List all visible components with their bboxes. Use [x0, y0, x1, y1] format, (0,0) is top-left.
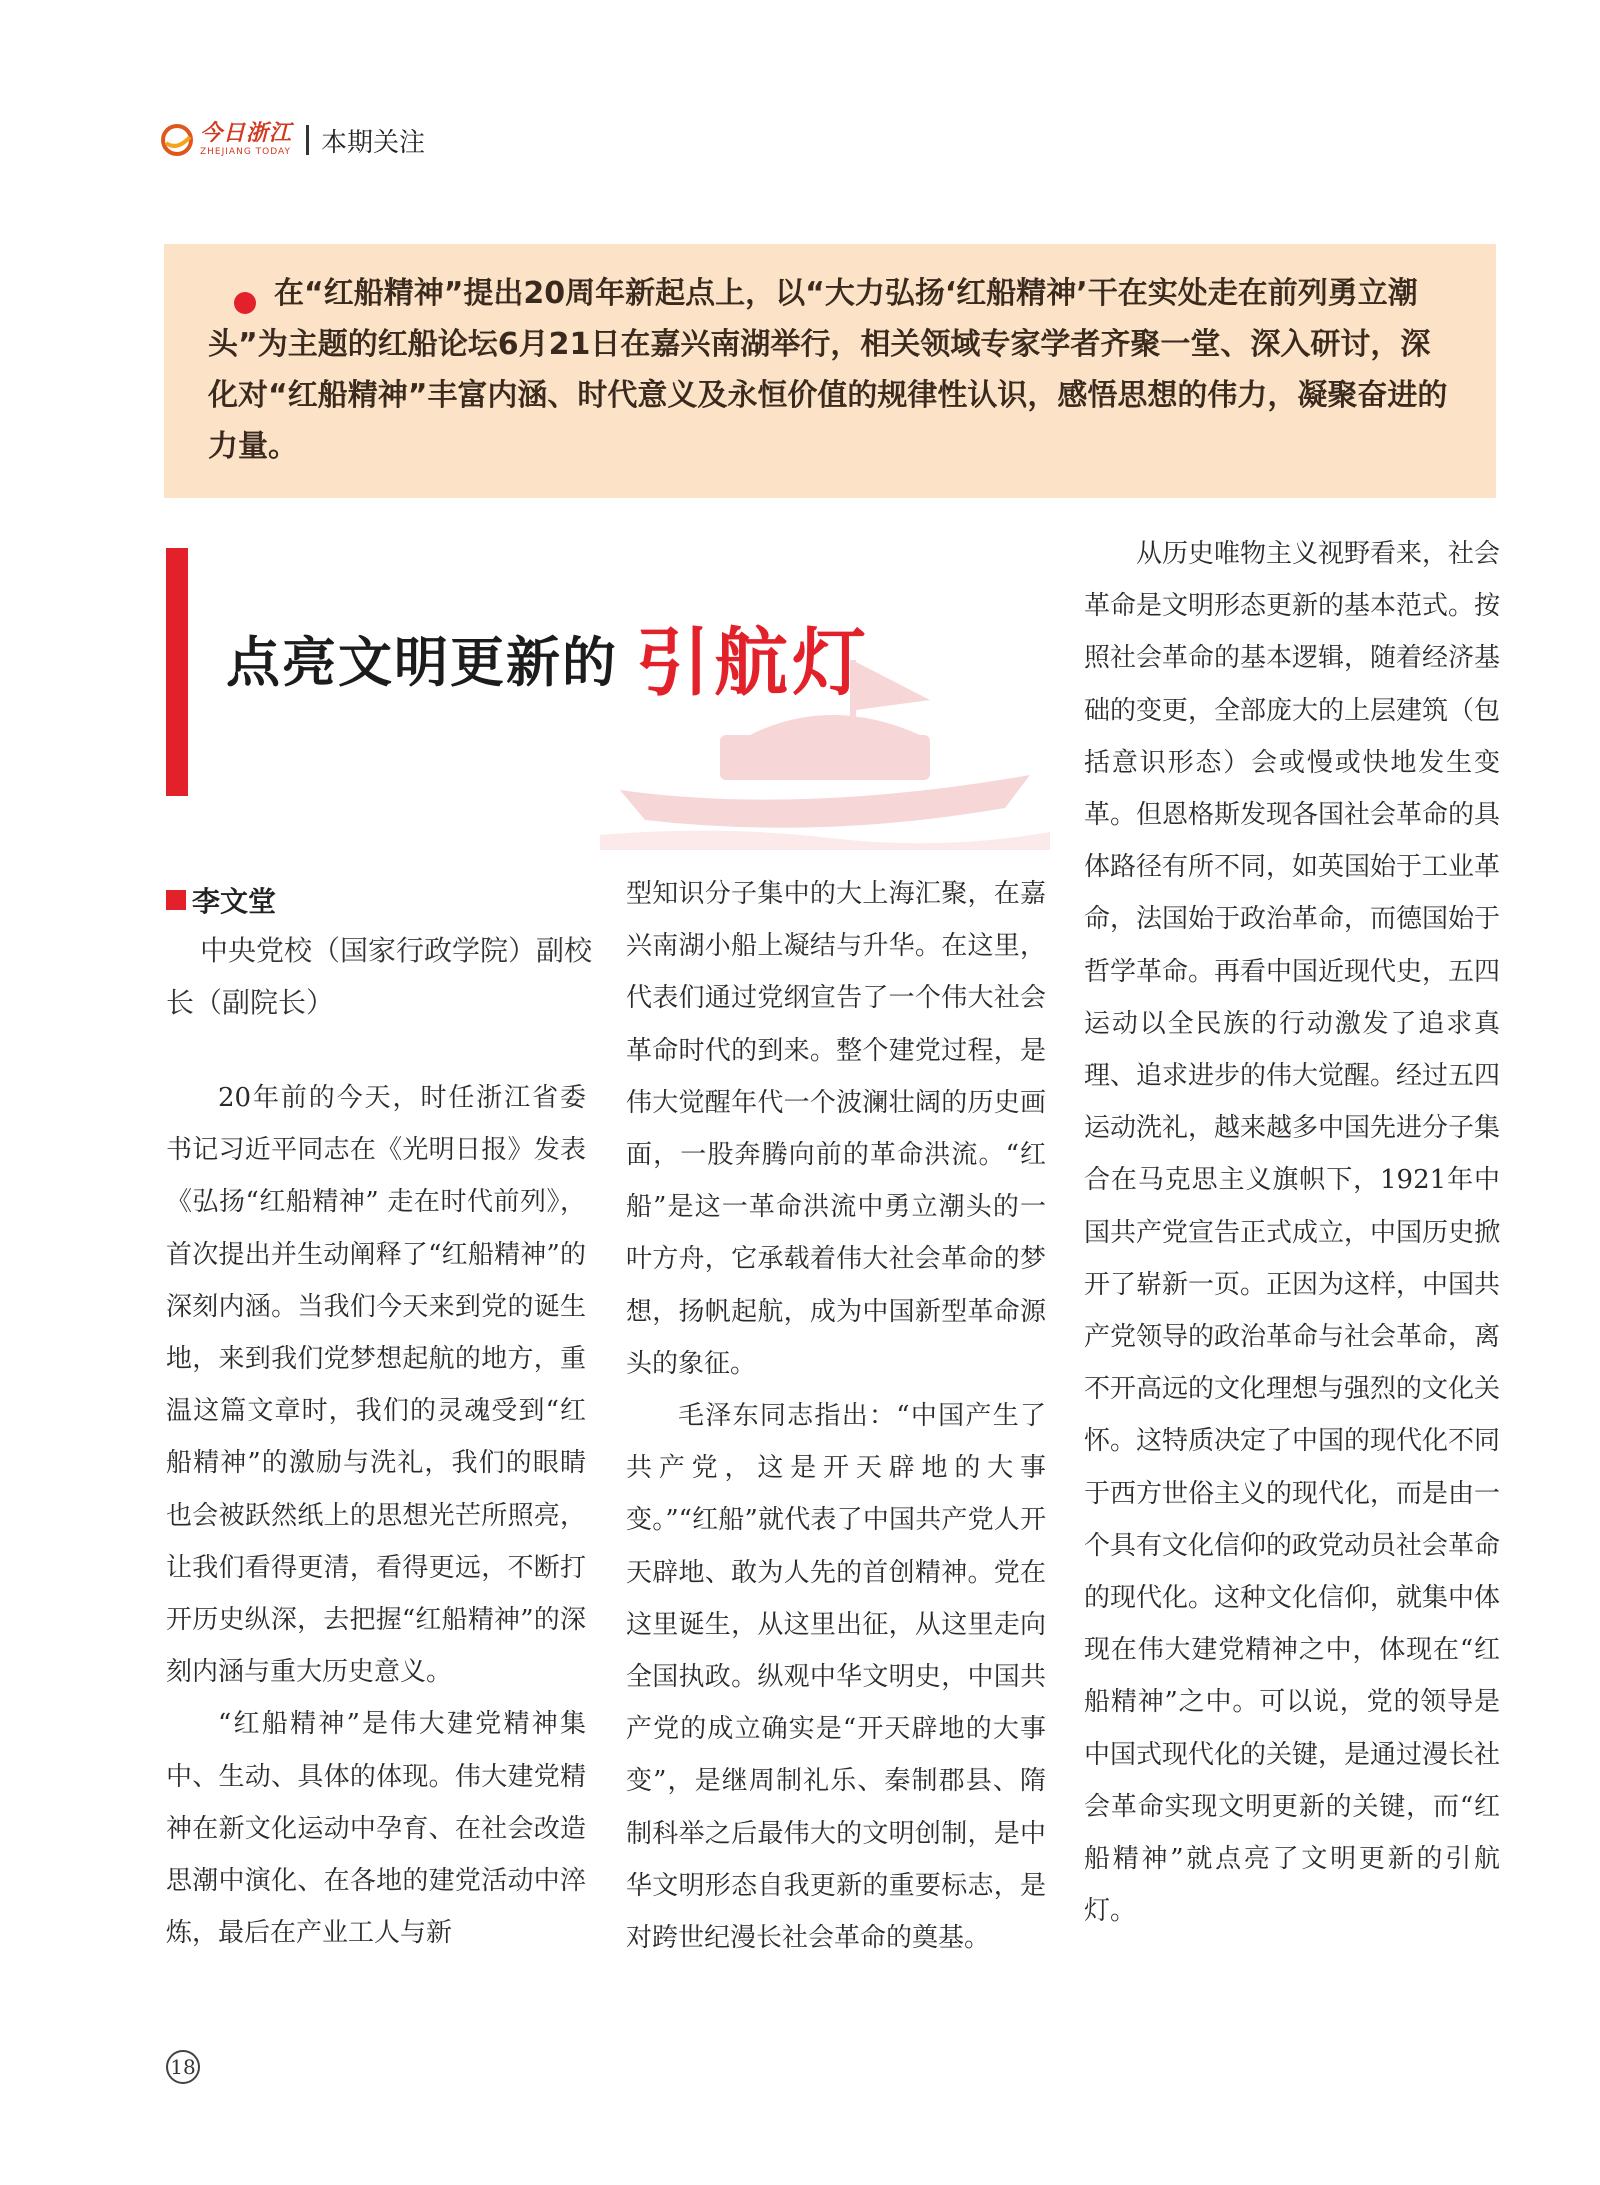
body-column-3 — [1084, 528, 1500, 1937]
logo-en-text: ZHEJIANG TODAY — [200, 147, 291, 157]
page-number: 18 — [166, 2050, 200, 2084]
paragraph: 型知识分子集中的大上海汇聚，在嘉兴南湖小船上凝结与升华。在这里，代表们通过党纲宣告了一个伟大社会革命时代的到来。整个建党过程，是伟大觉醒年代一个波澜壮阔的历史画面，一股奔腾向前的革命洪流。“红船”是这一革命洪流中勇立潮头的一叶方舟，它承载着伟大社会革命的梦想，扬帆起航，成为中国新型革命源头的象征。 — [626, 879, 1046, 1379]
page-header — [160, 116, 425, 164]
section-label: 本期关注 — [321, 127, 426, 158]
author-name-text: 李文堂 — [192, 885, 277, 918]
logo-sun-icon — [160, 123, 194, 157]
magazine-logo — [160, 123, 292, 157]
bullet-dot-icon — [234, 292, 256, 314]
article-title-main: 点亮文明更新的 — [226, 630, 618, 694]
body-column-2 — [626, 868, 1046, 1964]
author-marker-icon — [166, 890, 186, 910]
body-column-1 — [166, 1072, 586, 1959]
paragraph: 20年前的今天，时任浙江省委书记习近平同志在《光明日报》发表《弘扬“红船精神” 走在时代前列》，首次提出并生动阐释了“红船精神”的深刻内涵。当我们今天来到党的诞生地，来到我们党梦想起航的地方，重温这篇文章时，我们的灵魂受到“红船精神”的激励与洗礼，我们的眼睛也会被跃然纸上的思想光芒所照亮，让我们看得更清，看得更远，不断打开历史纵深，去把握“红船精神”的深刻内涵与重大历史意义。 — [166, 1083, 586, 1688]
title-accent-bar — [166, 548, 188, 796]
lead-text: 在“红船精神”提出20周年新起点上，以“大力弘扬‘红船精神’干在实处走在前列勇立潮头”为主题的红船论坛6月21日在嘉兴南湖举行，相关领域专家学者齐聚一堂、深入研讨，深化对“红船精神”丰富内涵、时代意义及永恒价值的规律性认识，感悟思想的伟力，凝聚奋进的力量。 — [208, 276, 1448, 464]
author-name — [166, 880, 276, 920]
logo-cn-text: 今日浙江 — [200, 121, 293, 146]
header-divider — [306, 125, 309, 155]
paragraph: “红船精神”是伟大建党精神集中、生动、具体的体现。伟大建党精神在新文化运动中孕育、在社会改造思潮中演化、在各地的建党活动中淬炼，最后在产业工人与新 — [166, 1709, 586, 1949]
article-title-accent: 引航灯 — [636, 620, 870, 706]
paragraph: 毛泽东同志指出：“中国产生了共产党，这是开天辟地的大事变。”“红船”就代表了中国共产党人开天辟地、敢为人先的首创精神。党在这里诞生，从这里出征，从这里走向全国执政。纵观中华文明史，中国共产党的成立确实是“开天辟地的大事变”，是继周制礼乐、秦制郡县、隋制科举之后最伟大的文明创制，是中华文明形态自我更新的重要标志，是对跨世纪漫长社会革命的奠基。 — [626, 1401, 1046, 1954]
lead-summary-box — [164, 244, 1496, 498]
author-position: 中央党校（国家行政学院）副校长（副院长） — [166, 934, 593, 1019]
paragraph: 从历史唯物主义视野看来，社会革命是文明形态更新的基本范式。按照社会革命的基本逻辑，随着经济基础的变更，全部庞大的上层建筑（包括意识形态）会或慢或快地发生变革。但恩格斯发现各国社会革命的具体路径有所不同，如英国始于工业革命，法国始于政治革命，而德国始于哲学革命。再看中国近现代史，五四运动以全民族的行动激发了追求真理、追求进步的伟大觉醒。经过五四运动洗礼，越来越多中国先进分子集合在马克思主义旗帜下，1921年中国共产党宣告正式成立，中国历史掀开了崭新一页。正因为这样，中国共产党领导的政治革命与社会革命，离不开高远的文化理想与强烈的文化关怀。这特质决定了中国的现代化不同于西方世俗主义的现代化，而是由一个具有文化信仰的政党动员社会革命的现代化。这种文化信仰，就集中体现在伟大建党精神之中，体现在“红船精神”之中。可以说，党的领导是中国式现代化的关键，是通过漫长社会革命实现文明更新的关键，而“红船精神”就点亮了文明更新的引航灯。 — [1084, 539, 1501, 1927]
